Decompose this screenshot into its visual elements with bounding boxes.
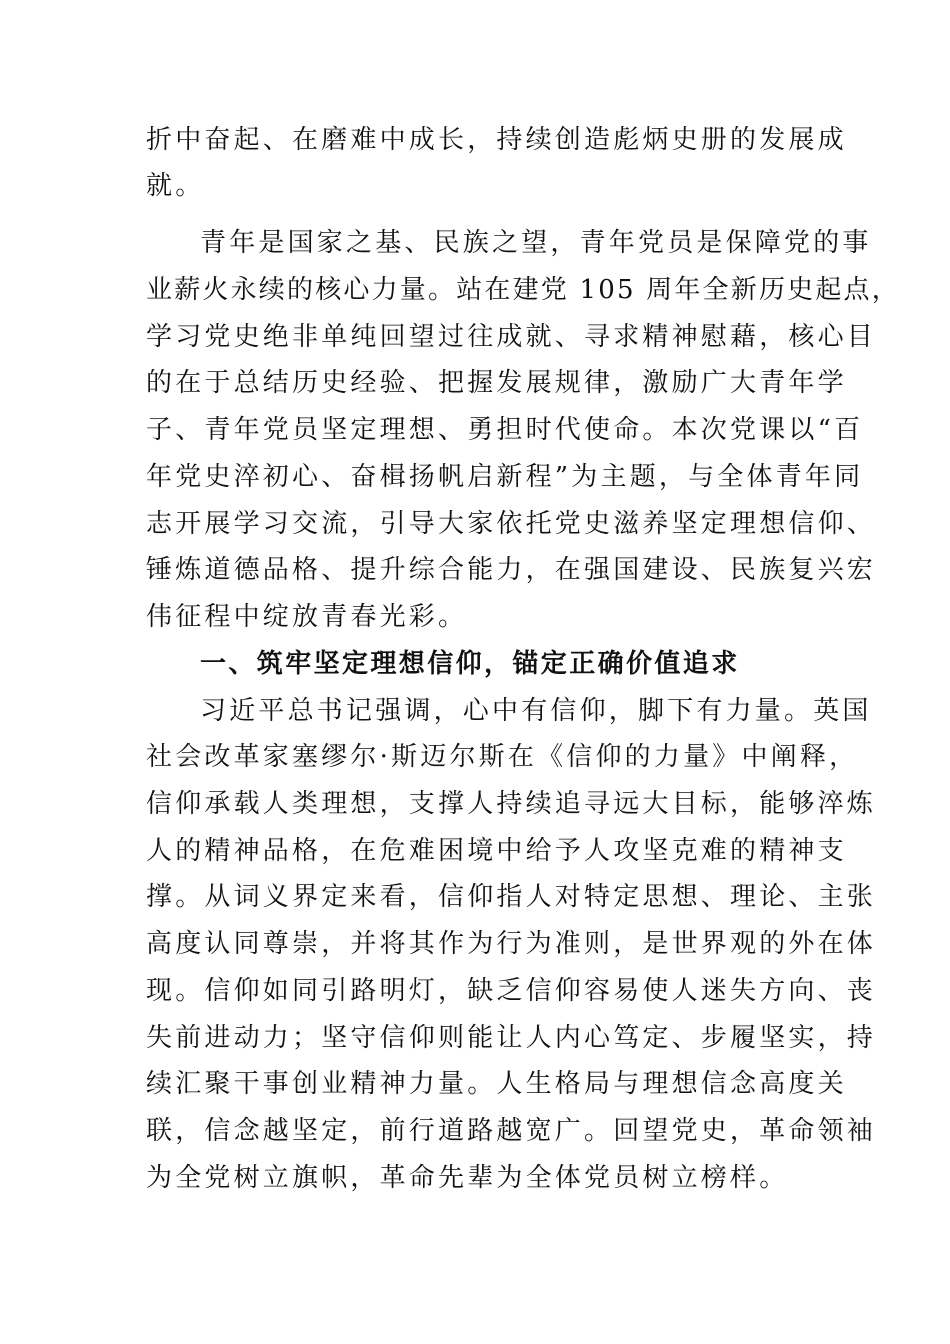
- paragraph-line: 现。信仰如同引路明灯，缺乏信仰容易使人迷失方向、丧: [146, 976, 877, 1006]
- paragraph-line: 人的精神品格，在危难困境中给予人攻坚克难的精神支: [146, 836, 847, 866]
- paragraph-line: 高度认同尊崇，并将其作为行为准则，是世界观的外在体: [146, 929, 877, 959]
- paragraph-line: 折中奋起、在磨难中成长，持续创造彪炳史册的发展成: [146, 125, 847, 155]
- paragraph-line: 志开展学习交流，引导大家依托党史滋养坚定理想信仰、: [146, 509, 877, 539]
- paragraph-line: 社会改革家塞缪尔·斯迈尔斯在《信仰的力量》中阐释，: [146, 742, 859, 772]
- paragraph-line: 就。: [146, 171, 205, 201]
- paragraph-line: 业薪火永续的核心力量。站在建党 105 周年全新历史起点，: [146, 275, 900, 305]
- paragraph-line: 失前进动力；坚守信仰则能让人内心笃定、步履坚实，持: [146, 1023, 877, 1053]
- paragraph-line: 子、青年党员坚定理想、勇担时代使命。本次党课以“百: [146, 415, 864, 445]
- paragraph-line: 伟征程中绽放青春光彩。: [146, 602, 468, 632]
- paragraph-line: 习近平总书记强调，心中有信仰，脚下有力量。英国: [200, 696, 872, 726]
- paragraph-line: 学习党史绝非单纯回望过往成就、寻求精神慰藉，核心目: [146, 322, 877, 352]
- paragraph-line: 为全党树立旗帜，革命先辈为全体党员树立榜样。: [146, 1163, 789, 1193]
- paragraph-line: 联，信念越坚定，前行道路越宽广。回望党史，革命领袖: [146, 1116, 877, 1146]
- paragraph-line: 撑。从词义界定来看，信仰指人对特定思想、理论、主张: [146, 882, 877, 912]
- paragraph-line: 锤炼道德品格、提升综合能力，在强国建设、民族复兴宏: [146, 555, 877, 585]
- section-heading: 一、筑牢坚定理想信仰，锚定正确价值追求: [200, 649, 740, 679]
- paragraph-line: 青年是国家之基、民族之望，青年党员是保障党的事: [200, 228, 872, 258]
- paragraph-line: 续汇聚干事创业精神力量。人生格局与理想信念高度关: [146, 1069, 847, 1099]
- paragraph-line: 年党史淬初心、奋楫扬帆启新程”为主题，与全体青年同: [146, 462, 864, 492]
- paragraph-line: 的在于总结历史经验、把握发展规律，激励广大青年学: [146, 368, 847, 398]
- paragraph-line: 信仰承载人类理想，支撑人持续追寻远大目标，能够淬炼: [146, 789, 877, 819]
